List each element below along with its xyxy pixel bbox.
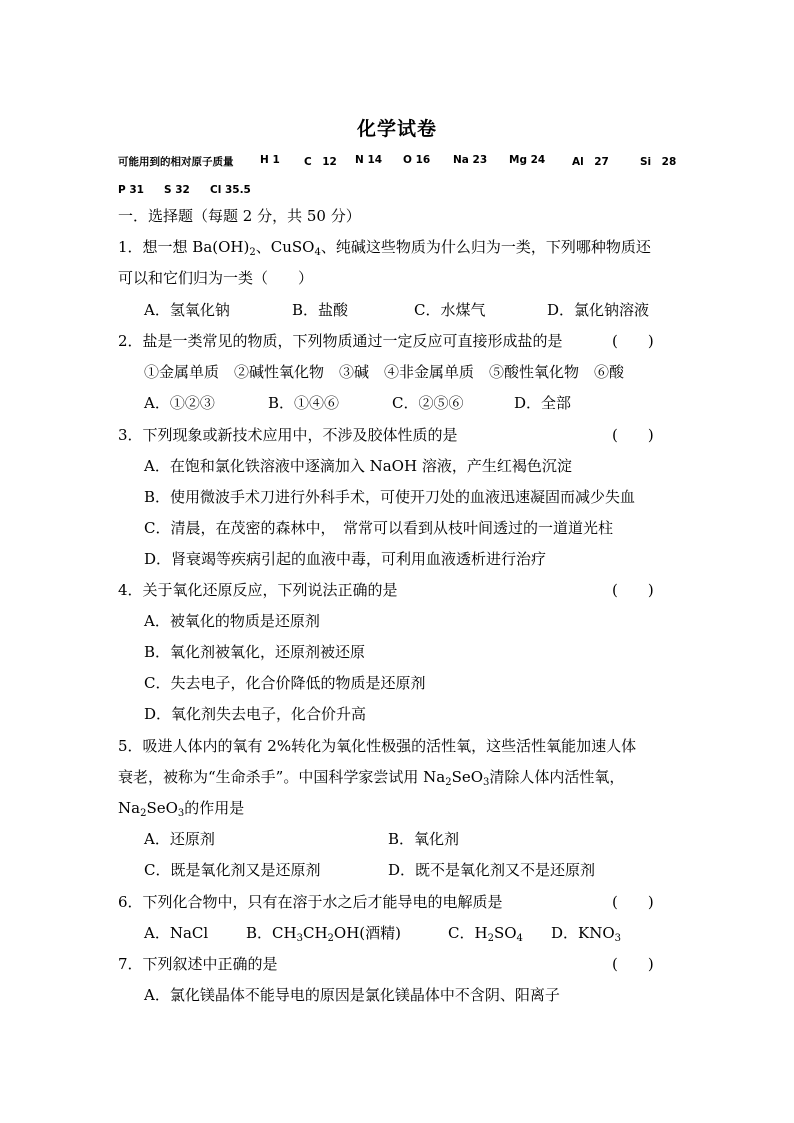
q4-option-d: D．氧化剂失去电子，化合价升高	[144, 705, 367, 723]
q6-b-text-b: CH	[302, 924, 328, 942]
q5-option-a: A．还原剂	[144, 830, 215, 848]
section-heading: 一．选择题（每题 2 分，共 50 分）	[118, 207, 361, 225]
q5-l3-sub-1: 2	[140, 808, 147, 819]
q6-c-sub-1: 2	[487, 933, 494, 944]
mass-cl: Cl 35.5	[210, 184, 251, 196]
q4-answer-paren: ( )	[612, 581, 654, 599]
q1-option-d: D．氯化钠溶液	[547, 301, 650, 319]
q5-l3-text-b: SeO	[146, 799, 178, 817]
q5-option-c: C．既是氧化剂又是还原剂	[144, 861, 321, 879]
mass-s: S 32	[164, 184, 190, 196]
q5-l2-text-b: SeO	[451, 768, 484, 786]
q6-b-sub-1: 3	[296, 933, 303, 944]
q3-option-a: A．在饱和氯化铁溶液中逐滴加入 NaOH 溶液，产生红褐色沉淀	[144, 457, 572, 475]
q1-text-a: 1．想一想 Ba(OH)	[118, 238, 250, 256]
q6-answer-paren: ( )	[612, 893, 654, 911]
exam-title: 化学试卷	[356, 118, 437, 140]
q6-option-c	[448, 923, 523, 949]
q5-stem-line-1: 5．吸进人体内的氧有 2%转化为氧化性极强的活性氧，这些活性氧能加速人体	[118, 737, 637, 755]
q5-stem-line-2	[118, 767, 624, 793]
q5-l3-text-a: Na	[118, 799, 141, 817]
q1-text-c: 、纯碱这些物质为什么归为一类，下列哪种物质还	[320, 238, 651, 256]
q6-option-b	[246, 923, 401, 949]
mass-si: Si 28	[640, 156, 677, 168]
q2-option-a: A．①②③	[144, 394, 215, 412]
atomic-mass-row-1	[118, 154, 678, 168]
q4-option-b: B．氧化剂被氧化，还原剂被还原	[144, 643, 366, 661]
q6-b-text-c: OH(酒精)	[333, 924, 401, 942]
q6-c-text-b: SO	[493, 924, 517, 942]
q5-l3-text-c: 的作用是	[184, 799, 245, 817]
q2-stem: 2．盐是一类常见的物质，下列物质通过一定反应可直接形成盐的是	[118, 332, 563, 350]
q2-option-b: B．①④⑥	[268, 394, 340, 412]
q3-answer-paren: ( )	[612, 426, 654, 444]
q1-text-b: 、CuSO	[255, 238, 315, 256]
q7-stem: 7．下列叙述中正确的是	[118, 955, 278, 973]
q2-answer-paren: ( )	[612, 332, 654, 350]
q3-option-c: C．清晨，在茂密的森林中， 常常可以看到从枝叶间透过的一道道光柱	[144, 519, 613, 537]
atomic-mass-row-2	[118, 184, 318, 198]
q1-option-c: C．水煤气	[414, 301, 486, 319]
q2-items: ①金属单质 ②碱性氧化物 ③碱 ④非金属单质 ⑤酸性氧化物 ⑥酸	[144, 363, 625, 381]
q6-stem: 6．下列化合物中，只有在溶于水之后才能导电的电解质是	[118, 893, 503, 911]
q3-option-d: D．肾衰竭等疾病引起的血液中毒，可利用血液透析进行治疗	[144, 550, 547, 568]
q7-answer-paren: ( )	[612, 955, 654, 973]
mass-mg: Mg 24	[509, 154, 546, 166]
q6-c-sub-2: 4	[516, 933, 523, 944]
q5-option-d: D．既不是氧化剂又不是还原剂	[388, 861, 596, 879]
q6-option-a: A．NaCl	[144, 924, 209, 942]
q5-l2-sub-1: 2	[445, 777, 452, 788]
q4-stem: 4．关于氧化还原反应，下列说法正确的是	[118, 581, 398, 599]
q6-b-sub-2: 2	[327, 933, 334, 944]
mass-p: P 31	[118, 184, 144, 196]
mass-n: N 14	[355, 154, 383, 166]
q6-b-text-a: B．CH	[246, 924, 297, 942]
q1-sub-1: 2	[249, 247, 256, 258]
mass-h: H 1	[260, 154, 280, 166]
q1-sub-2: 4	[314, 247, 321, 258]
q3-option-b: B．使用微波手术刀进行外科手术，可使开刀处的血液迅速凝固而减少失血	[144, 488, 636, 506]
q2-option-c: C．②⑤⑥	[392, 394, 464, 412]
q3-stem: 3．下列现象或新技术应用中，不涉及胶体性质的是	[118, 426, 458, 444]
q6-d-sub-1: 3	[614, 933, 622, 944]
q5-l2-sub-2: 3	[483, 777, 490, 788]
q4-option-c: C．失去电子，化合价降低的物质是还原剂	[144, 674, 426, 692]
q1-stem-line-2: 可以和它们归为一类（ ）	[118, 269, 314, 287]
mass-al: Al 27	[572, 156, 609, 168]
q6-c-text-a: C．H	[448, 924, 488, 942]
q1-option-a: A．氢氧化钠	[144, 301, 230, 319]
atomic-mass-caption: 可能用到的相对原子质量	[118, 156, 234, 168]
mass-c: C 12	[304, 156, 337, 168]
q5-stem-line-3	[118, 798, 244, 824]
q1-option-b: B．盐酸	[292, 301, 349, 319]
q6-d-text-a: D．KNO	[551, 924, 615, 942]
q2-option-d: D．全部	[514, 394, 572, 412]
q5-l2-text-a: 衰老，被称为“生命杀手”。中国科学家尝试用 Na	[118, 768, 446, 786]
q5-l3-sub-2: 3	[177, 808, 185, 819]
q5-l2-text-c: 清除人体内活性氧，	[489, 768, 625, 786]
q1-stem-line-1	[118, 237, 651, 263]
mass-o: O 16	[403, 154, 431, 166]
q4-option-a: A．被氧化的物质是还原剂	[144, 612, 320, 630]
q5-option-b: B．氧化剂	[388, 830, 460, 848]
q6-option-d	[551, 923, 621, 949]
q7-option-a: A．氯化镁晶体不能导电的原因是氯化镁晶体中不含阴、阳离子	[144, 986, 560, 1004]
mass-na: Na 23	[453, 154, 488, 166]
